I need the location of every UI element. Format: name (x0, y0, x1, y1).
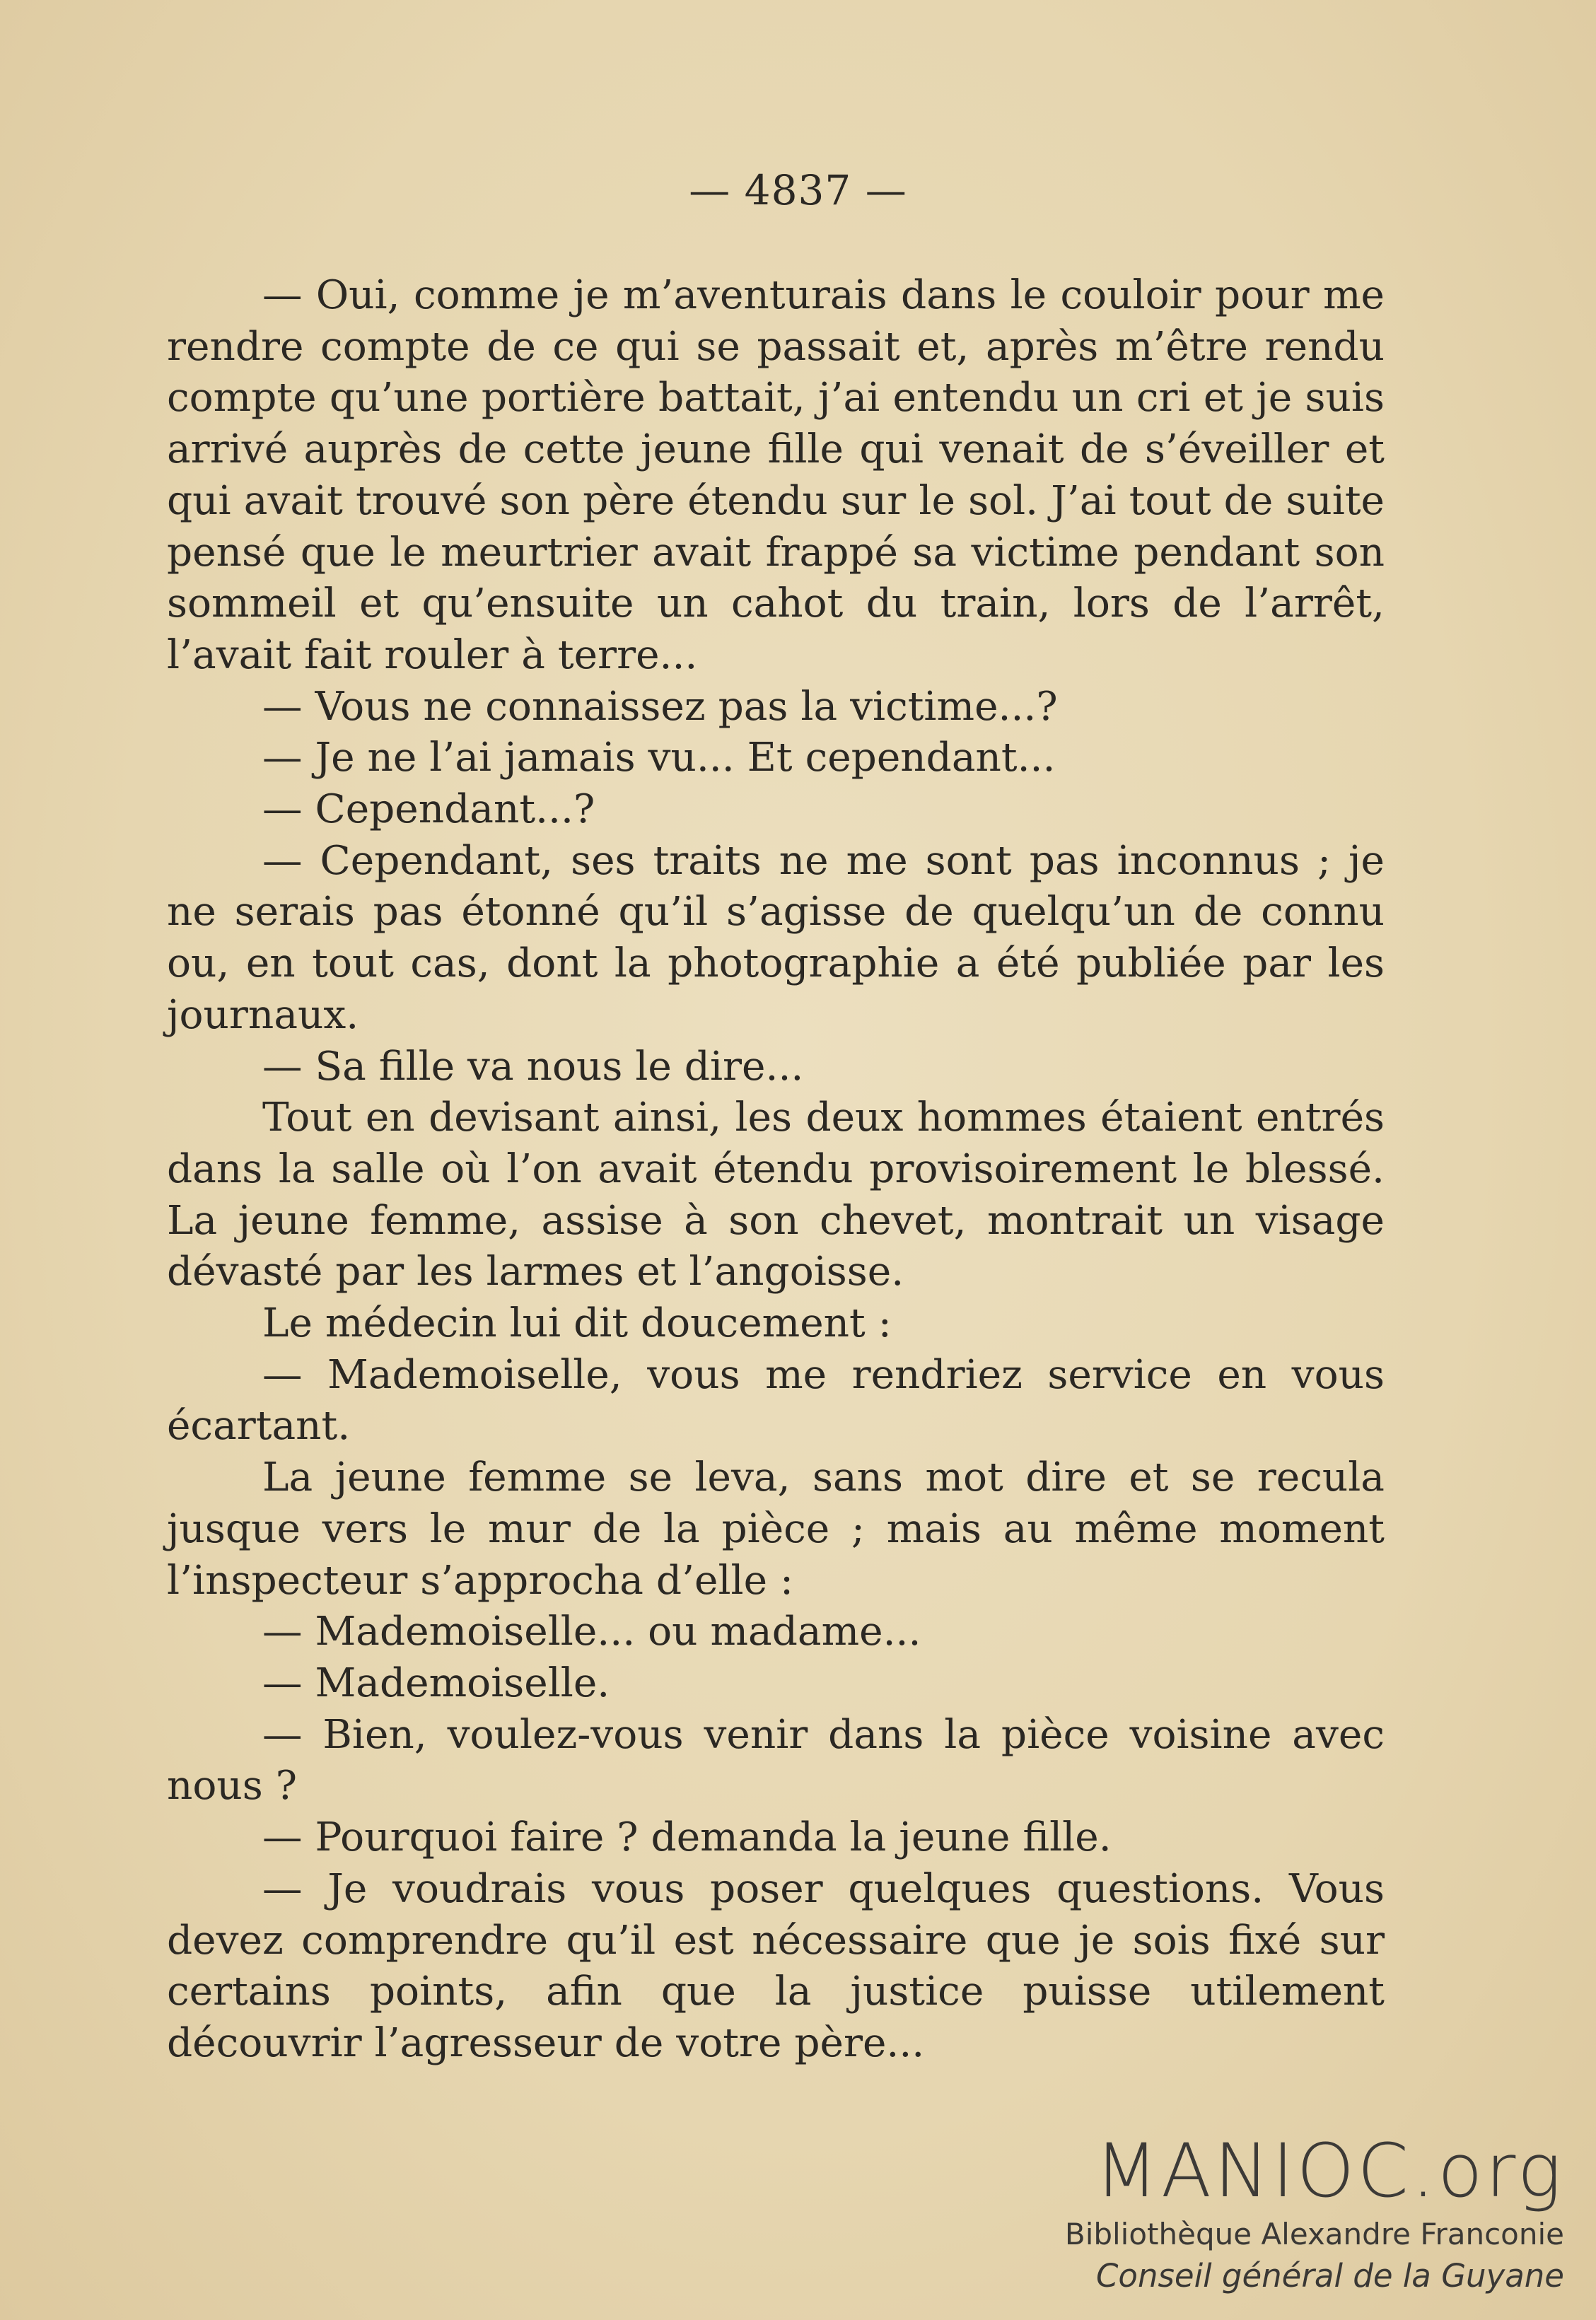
paragraph: — Mademoiselle. (262, 1660, 610, 1706)
paragraph: — Sa fille va nous le dire... (262, 1043, 804, 1090)
paragraph: — Cependant...? (262, 786, 595, 833)
body-text (167, 270, 1385, 2070)
paragraph: — Vous ne connaissez pas la victime...? (262, 683, 1058, 730)
paragraph: — Pourquoi faire ? demanda la jeune fille. (262, 1814, 1112, 1861)
paragraph: — Mademoiselle, vous me rendriez service en vous écartant. (167, 1351, 1385, 1450)
paragraph: — Bien, voulez-vous venir dans la pièce voisine avec nous ? (167, 1711, 1385, 1809)
paragraph: La jeune femme se leva, sans mot dire et se recula jusque vers le mur de la pièce ; mais au même moment l’inspecteur s’approcha d’elle : (167, 1455, 1385, 1604)
paragraph: Tout en devisant ainsi, les deux hommes étaient entrés dans la salle où l’on avait étendu provisoirement le blessé. La jeune femme, assise à son chevet, montrait un visage dévasté par les larmes et l’angoisse. (167, 1095, 1385, 1295)
paragraph: Le médecin lui dit doucement : (262, 1300, 892, 1347)
council-name: Conseil général de la Guyane (1096, 2257, 1564, 2295)
paragraph: — Je ne l’ai jamais vu... Et cependant... (262, 735, 1056, 781)
manioc-watermark (1055, 2128, 1564, 2298)
paragraph: — Je voudrais vous poser quelques questions. Vous devez comprendre qu’il est nécessaire que je sois fixé sur certains points, afin que la justice puisse utilement découvrir l’agresseur de votre père... (167, 1865, 1385, 2066)
paragraph: — Cependant, ses traits ne me sont pas inconnus ; je ne serais pas étonné qu’il s’agisse de quelqu’un de connu ou, en tout cas, dont la photographie a été publiée par les journaux. (167, 837, 1385, 1038)
paragraph: — Oui, comme je m’aventurais dans le couloir pour me rendre compte de ce qui se passait et, après m’être rendu compte qu’une portière battait, j’ai entendu un cri et je suis arrivé auprès de cette jeune fille qui venait de s’éveiller et qui avait trouvé son père étendu sur le sol. J’ai tout de suite pensé que le meurtrier avait frappé sa victime pendant son sommeil et qu’ensuite un cahot du train, lors de l’arrêt, l’avait fait rouler à terre... (167, 272, 1385, 678)
manioc-logo: MANIOC.org (1095, 2128, 1564, 2214)
page-number: — 4837 — (689, 166, 907, 214)
paragraph: — Mademoiselle... ou madame... (262, 1609, 921, 1655)
library-name: Bibliothèque Alexandre Franconie (1064, 2217, 1564, 2251)
